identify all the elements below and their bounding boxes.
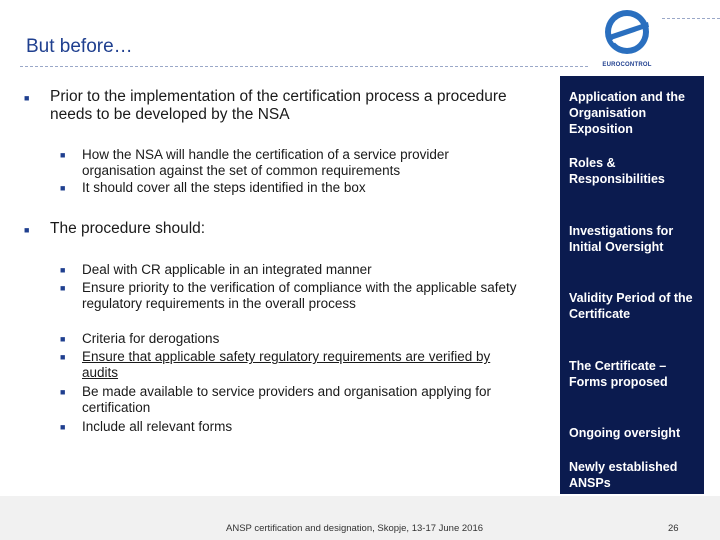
title-divider (20, 66, 588, 67)
bullet-level2 (60, 419, 522, 435)
bullet-level1 (24, 220, 520, 238)
bullet-level2 (60, 262, 522, 278)
bullet-square-icon: ■ (60, 183, 66, 193)
sidebar-item-validity: Validity Period of the Certificate (569, 291, 693, 321)
bullet-level2 (60, 331, 522, 347)
bullet-level2 (60, 147, 522, 179)
bullet-text: Deal with CR applicable in an integrated manner (82, 262, 372, 277)
bullet-text: Include all relevant forms (82, 419, 233, 434)
sidebar-item-newly-established: Newly established ANSPs (569, 460, 678, 490)
footer-text: ANSP certification and designation, Skopje, 13-17 June 2016 (226, 523, 484, 534)
header-rule-right (662, 18, 720, 19)
bullet-square-icon: ■ (60, 283, 66, 293)
bullet-text: Ensure that applicable safety regulatory requirements are verified by audits (82, 349, 491, 380)
bullet-text: It should cover all the steps identified in the box (82, 180, 366, 195)
bullet-text: The procedure should: (50, 220, 206, 237)
sidebar-item-application: Application and the Organisation Exposition (569, 90, 685, 136)
bullet-level2 (60, 384, 522, 416)
bullet-text: Ensure priority to the verification of compliance with the applicable safety regulatory requirements in the overall process (82, 280, 517, 311)
bullet-level2 (60, 280, 522, 312)
eurocontrol-logo (592, 0, 662, 74)
bullet-square-icon: ■ (60, 334, 66, 344)
bullet-level2 (60, 349, 522, 381)
sidebar-item-roles: Roles & Responsibilities (569, 156, 665, 186)
bullet-text: Prior to the implementation of the certification process a procedure needs to be developed by the NSA (50, 88, 507, 123)
bullet-square-icon: ■ (24, 225, 30, 235)
bullet-square-icon: ■ (60, 422, 66, 432)
eurocontrol-logo-icon (592, 0, 662, 62)
bullet-square-icon: ■ (60, 352, 66, 362)
sidebar-item-investigations: Investigations for Initial Oversight (569, 224, 674, 254)
process-sidebar (560, 76, 704, 494)
bullet-square-icon: ■ (60, 265, 66, 275)
sidebar-item-ongoing: Ongoing oversight (569, 426, 681, 440)
bullet-level1 (24, 88, 520, 124)
bullet-square-icon: ■ (60, 387, 66, 397)
bullet-level2 (60, 180, 522, 196)
bullet-text: Criteria for derogations (82, 331, 220, 346)
bullet-text: How the NSA will handle the certification of a service provider organisation against the set of common requirements (82, 147, 449, 178)
slide-title: But before… (26, 36, 133, 57)
bullet-square-icon: ■ (24, 93, 30, 103)
sidebar-item-certificate: The Certificate – Forms proposed (569, 359, 668, 389)
logo-label: EUROCONTROL (602, 62, 652, 68)
bullet-text: Be made available to service providers and organisation applying for certification (82, 384, 491, 415)
bullet-square-icon: ■ (60, 150, 66, 160)
page-number: 26 (668, 523, 679, 534)
